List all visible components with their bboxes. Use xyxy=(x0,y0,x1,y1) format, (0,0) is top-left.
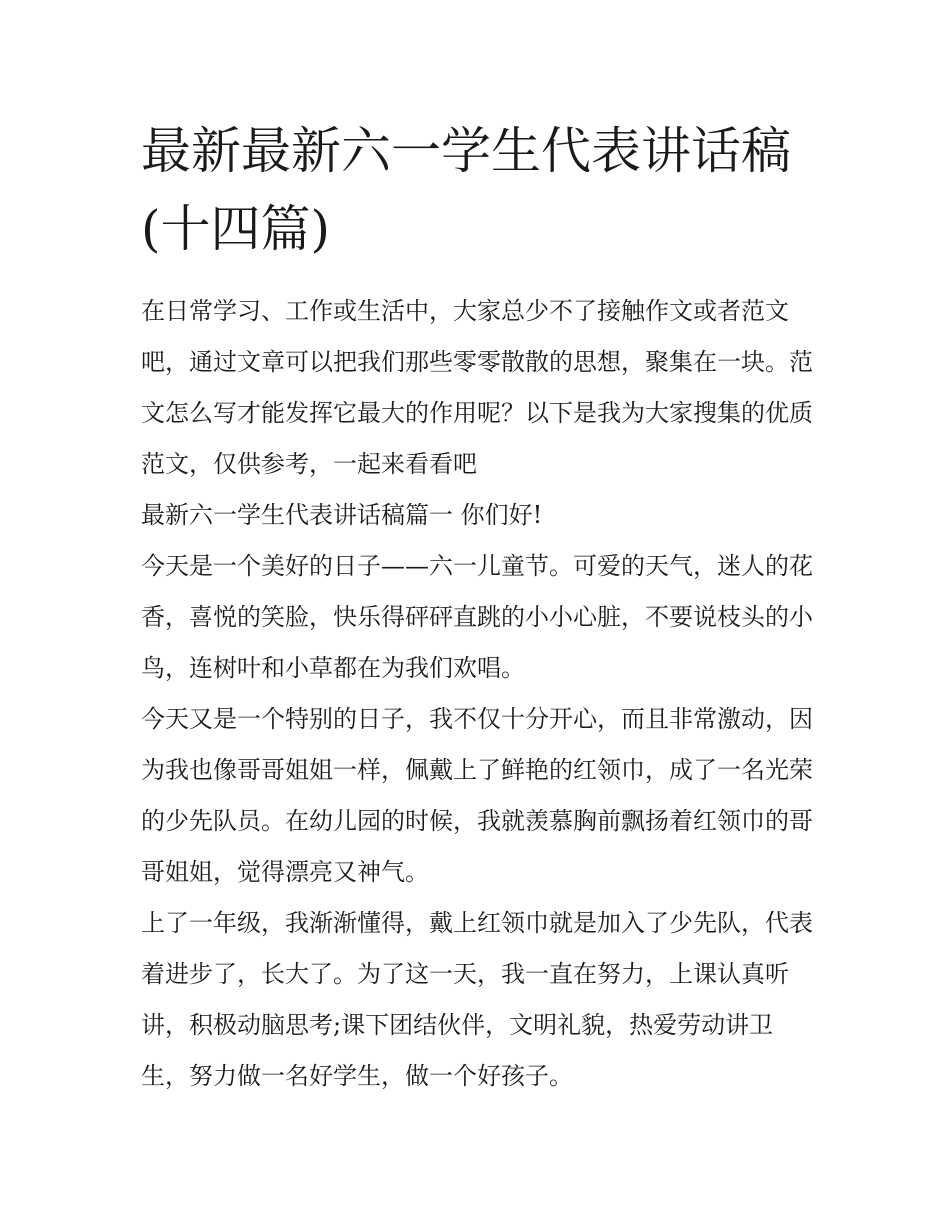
document-title-line-2: (十四篇) xyxy=(141,200,331,258)
section-heading-paragraph: 最新六一学生代表讲话稿篇一 你们好! xyxy=(141,501,543,529)
document-title xyxy=(141,112,821,268)
intro-paragraph: 在日常学习、工作或生活中，大家总少不了接触作文或者范文吧，通过文章可以把我们那些零零散散的思想，聚集在一块。范文怎么写才能发挥它最大的作用呢？以下是我为大家搜集的优质范文，仅供参考，一起来看看吧 xyxy=(141,297,813,478)
body-paragraph-1: 今天是一个美好的日子——六一儿童节。可爱的天气，迷人的花香，喜悦的笑脸，快乐得砰砰直跳的小小心脏，不要说枝头的小鸟，连树叶和小草都在为我们欢唱。 xyxy=(141,552,813,682)
document-body xyxy=(141,112,821,1102)
body-paragraph-3: 上了一年级，我渐渐懂得，戴上红领巾就是加入了少先队，代表着进步了，长大了。为了这一天，我一直在努力，上课认真听讲，积极动脑思考;课下团结伙伴，文明礼貌，热爱劳动讲卫生，努力做一名好学生，做一个好孩子。 xyxy=(141,909,813,1090)
body-paragraph-2: 今天又是一个特别的日子，我不仅十分开心，而且非常激动，因为我也像哥哥姐姐一样，佩戴上了鲜艳的红领巾，成了一名光荣的少先队员。在幼儿园的时候，我就羡慕胸前飘扬着红领巾的哥哥姐姐，觉得漂亮又神气。 xyxy=(141,705,813,886)
document-title-line-1: 最新最新六一学生代表讲话稿 xyxy=(141,122,791,180)
